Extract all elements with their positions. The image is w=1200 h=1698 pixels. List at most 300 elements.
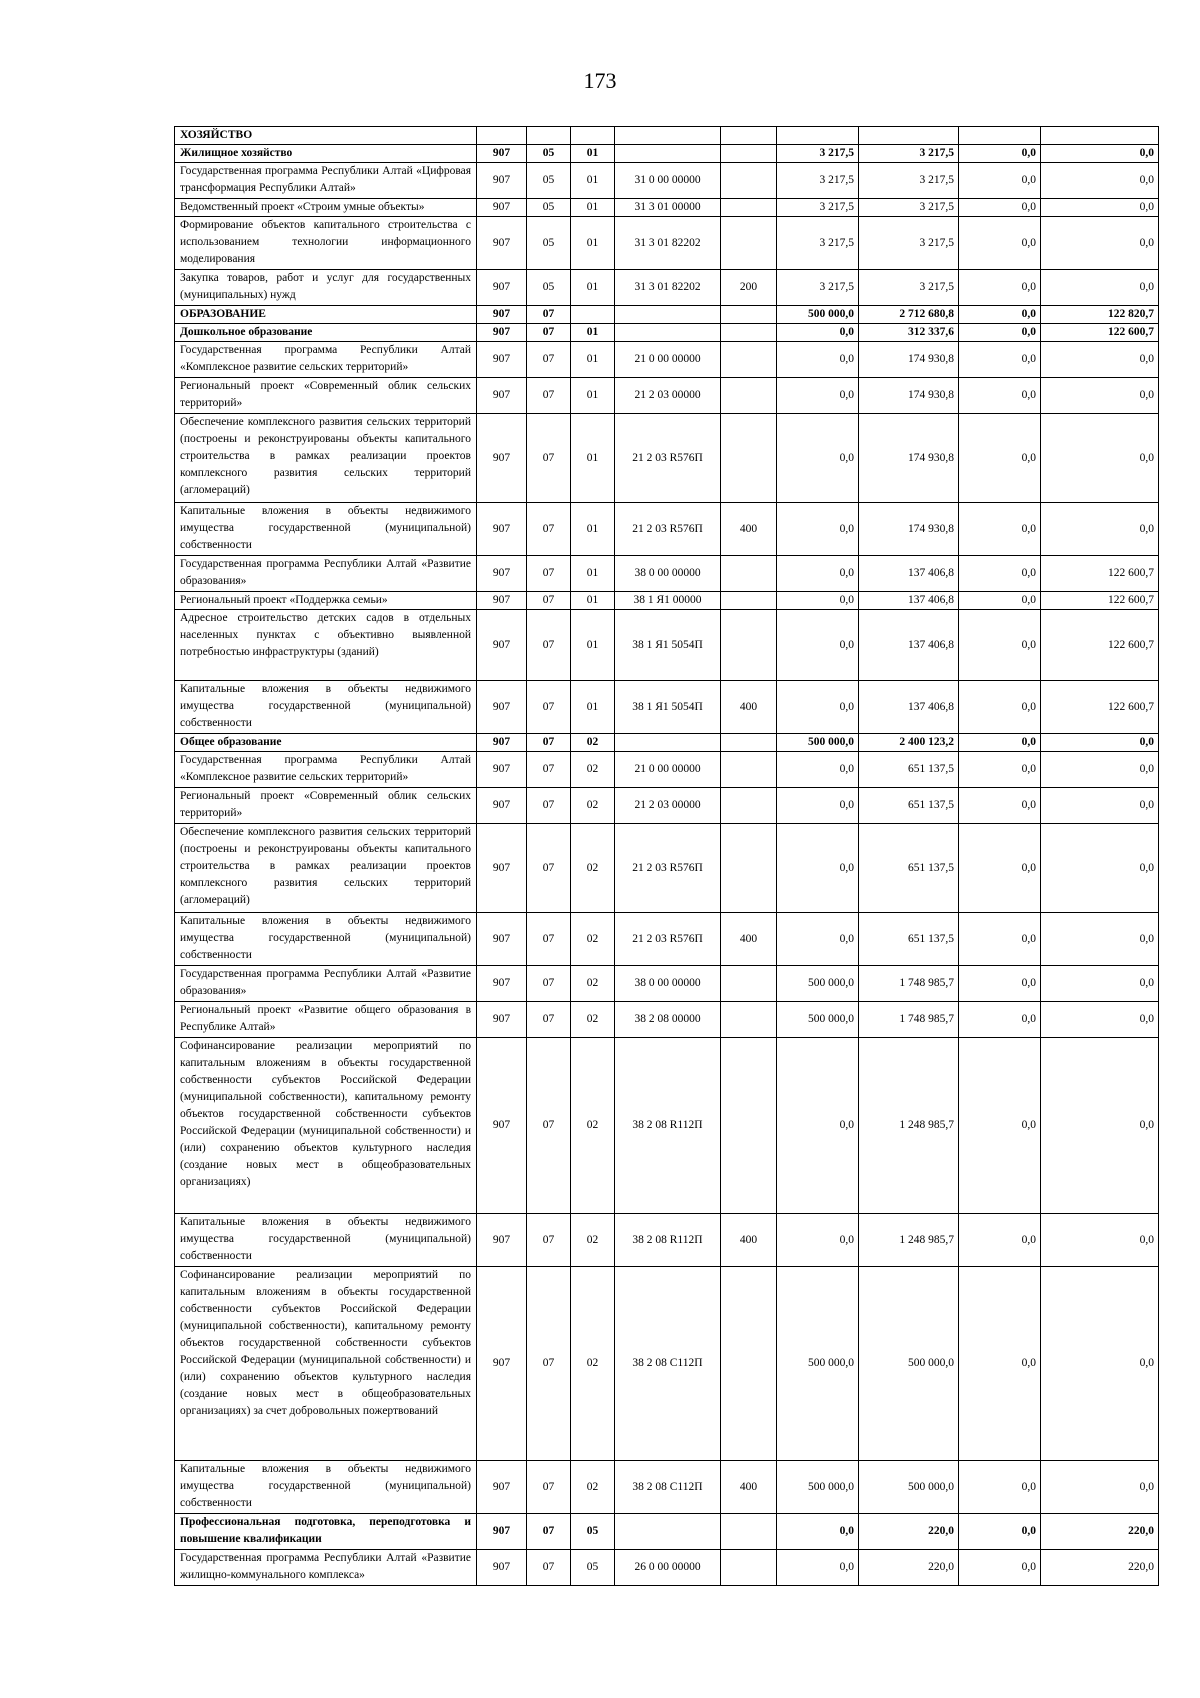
admin-code-cell: 907	[477, 824, 527, 913]
amount-cell-3: 0,0	[959, 342, 1041, 378]
subsection-code-cell: 01	[571, 145, 615, 163]
amount-cell-4: 0,0	[1041, 824, 1159, 913]
row-name-cell: Региональный проект «Развитие общего образования в Республике Алтай»	[175, 1002, 477, 1038]
subsection-code-cell	[571, 127, 615, 145]
amount-cell-3: 0,0	[959, 1002, 1041, 1038]
amount-cell-1: 0,0	[777, 556, 859, 592]
table-row	[175, 752, 1159, 788]
amount-cell-4: 0,0	[1041, 1002, 1159, 1038]
expense-type-cell: 400	[721, 681, 777, 734]
amount-cell-4: 220,0	[1041, 1514, 1159, 1550]
amount-cell-2: 3 217,5	[859, 163, 959, 199]
row-name-cell: Государственная программа Республики Алтай «Комплексное развитие сельских территорий»	[175, 342, 477, 378]
amount-cell-4: 0,0	[1041, 414, 1159, 503]
amount-cell-3: 0,0	[959, 145, 1041, 163]
admin-code-cell: 907	[477, 734, 527, 752]
expense-type-cell	[721, 592, 777, 610]
subsection-code-cell: 01	[571, 610, 615, 681]
table-row	[175, 217, 1159, 270]
target-article-cell: 38 0 00 00000	[615, 966, 721, 1002]
amount-cell-4	[1041, 127, 1159, 145]
target-article-cell: 38 1 Я1 5054П	[615, 681, 721, 734]
target-article-cell: 21 2 03 R576П	[615, 503, 721, 556]
amount-cell-1: 0,0	[777, 788, 859, 824]
amount-cell-3: 0,0	[959, 1514, 1041, 1550]
row-name-cell: Закупка товаров, работ и услуг для государственных (муниципальных) нужд	[175, 270, 477, 306]
admin-code-cell: 907	[477, 163, 527, 199]
subsection-code-cell: 01	[571, 556, 615, 592]
row-name-cell: Капитальные вложения в объекты недвижимого имущества государственной (муниципальной) собственности	[175, 503, 477, 556]
target-article-cell: 21 2 03 00000	[615, 378, 721, 414]
target-article-cell	[615, 306, 721, 324]
table-row	[175, 414, 1159, 503]
expense-type-cell	[721, 1267, 777, 1461]
section-code-cell: 05	[527, 270, 571, 306]
section-code-cell: 07	[527, 734, 571, 752]
row-name-cell: ОБРАЗОВАНИЕ	[175, 306, 477, 324]
subsection-code-cell: 02	[571, 788, 615, 824]
table-row	[175, 592, 1159, 610]
section-code-cell: 07	[527, 1461, 571, 1514]
amount-cell-3: 0,0	[959, 1550, 1041, 1586]
table-row	[175, 966, 1159, 1002]
section-code-cell: 07	[527, 752, 571, 788]
admin-code-cell	[477, 127, 527, 145]
section-code-cell: 07	[527, 342, 571, 378]
amount-cell-1: 0,0	[777, 1514, 859, 1550]
table-row	[175, 127, 1159, 145]
amount-cell-1: 0,0	[777, 681, 859, 734]
subsection-code-cell: 05	[571, 1514, 615, 1550]
amount-cell-1: 0,0	[777, 752, 859, 788]
amount-cell-2: 651 137,5	[859, 788, 959, 824]
amount-cell-1: 0,0	[777, 414, 859, 503]
row-name-cell: Региональный проект «Современный облик сельских территорий»	[175, 378, 477, 414]
row-name-cell: ХОЗЯЙСТВО	[175, 127, 477, 145]
amount-cell-4: 0,0	[1041, 378, 1159, 414]
amount-cell-3: 0,0	[959, 414, 1041, 503]
expense-type-cell	[721, 966, 777, 1002]
subsection-code-cell: 05	[571, 1550, 615, 1586]
table-row	[175, 1550, 1159, 1586]
expense-type-cell	[721, 1038, 777, 1214]
subsection-code-cell: 01	[571, 324, 615, 342]
amount-cell-1: 3 217,5	[777, 217, 859, 270]
target-article-cell: 38 2 08 00000	[615, 1002, 721, 1038]
amount-cell-1: 3 217,5	[777, 199, 859, 217]
table-row	[175, 1461, 1159, 1514]
amount-cell-4: 0,0	[1041, 145, 1159, 163]
table-row	[175, 1514, 1159, 1550]
amount-cell-1: 0,0	[777, 1038, 859, 1214]
row-name-cell: Софинансирование реализации мероприятий по капитальным вложениям в объекты государственной собственности субъектов Российской Федерации (муниципальной собственности), капитальному ремонту объектов государственной собственности субъектов Российской Федерации (муниципальной собственности) и (или) сохранению объектов культурного наследия (создание новых мест в общеобразовательных организациях)	[175, 1038, 477, 1214]
subsection-code-cell: 01	[571, 503, 615, 556]
amount-cell-2: 500 000,0	[859, 1267, 959, 1461]
amount-cell-4: 0,0	[1041, 752, 1159, 788]
section-code-cell: 07	[527, 414, 571, 503]
target-article-cell: 31 3 01 82202	[615, 270, 721, 306]
admin-code-cell: 907	[477, 752, 527, 788]
amount-cell-3: 0,0	[959, 1214, 1041, 1267]
amount-cell-2: 312 337,6	[859, 324, 959, 342]
amount-cell-4: 122 600,7	[1041, 592, 1159, 610]
row-name-cell: Государственная программа Республики Алтай «Развитие образования»	[175, 966, 477, 1002]
expense-type-cell	[721, 752, 777, 788]
amount-cell-2: 220,0	[859, 1550, 959, 1586]
table-row	[175, 1038, 1159, 1214]
amount-cell-3: 0,0	[959, 270, 1041, 306]
section-code-cell: 05	[527, 145, 571, 163]
subsection-code-cell: 02	[571, 1461, 615, 1514]
admin-code-cell: 907	[477, 217, 527, 270]
expense-type-cell	[721, 306, 777, 324]
section-code-cell: 07	[527, 556, 571, 592]
expense-type-cell	[721, 1002, 777, 1038]
table-row	[175, 681, 1159, 734]
table-row	[175, 324, 1159, 342]
amount-cell-4: 122 600,7	[1041, 556, 1159, 592]
amount-cell-2	[859, 127, 959, 145]
amount-cell-4: 0,0	[1041, 966, 1159, 1002]
subsection-code-cell: 02	[571, 824, 615, 913]
amount-cell-4: 0,0	[1041, 163, 1159, 199]
amount-cell-3: 0,0	[959, 378, 1041, 414]
target-article-cell	[615, 1514, 721, 1550]
amount-cell-4: 0,0	[1041, 1461, 1159, 1514]
expense-type-cell	[721, 610, 777, 681]
subsection-code-cell: 01	[571, 342, 615, 378]
subsection-code-cell: 02	[571, 966, 615, 1002]
amount-cell-2: 174 930,8	[859, 414, 959, 503]
target-article-cell: 38 0 00 00000	[615, 556, 721, 592]
admin-code-cell: 907	[477, 610, 527, 681]
table-row	[175, 610, 1159, 681]
expense-type-cell	[721, 127, 777, 145]
subsection-code-cell: 02	[571, 1038, 615, 1214]
subsection-code-cell	[571, 306, 615, 324]
admin-code-cell: 907	[477, 913, 527, 966]
admin-code-cell: 907	[477, 1550, 527, 1586]
admin-code-cell: 907	[477, 788, 527, 824]
target-article-cell: 38 1 Я1 00000	[615, 592, 721, 610]
subsection-code-cell: 01	[571, 163, 615, 199]
amount-cell-1: 500 000,0	[777, 1461, 859, 1514]
row-name-cell: Формирование объектов капитального строительства с использованием технологии информационного моделирования	[175, 217, 477, 270]
subsection-code-cell: 02	[571, 734, 615, 752]
expense-type-cell	[721, 788, 777, 824]
amount-cell-3: 0,0	[959, 217, 1041, 270]
subsection-code-cell: 01	[571, 681, 615, 734]
table-row	[175, 1214, 1159, 1267]
expense-type-cell	[721, 556, 777, 592]
target-article-cell: 38 2 08 C112П	[615, 1267, 721, 1461]
amount-cell-2: 3 217,5	[859, 217, 959, 270]
admin-code-cell: 907	[477, 1214, 527, 1267]
row-name-cell: Обеспечение комплексного развития сельских территорий (построены и реконструированы объекты капитального строительства в рамках реализации проектов комплексного развития сельских территорий (агломераций)	[175, 824, 477, 913]
amount-cell-1: 0,0	[777, 592, 859, 610]
amount-cell-2: 2 712 680,8	[859, 306, 959, 324]
row-name-cell: Капитальные вложения в объекты недвижимого имущества государственной (муниципальной) собственности	[175, 1214, 477, 1267]
admin-code-cell: 907	[477, 1267, 527, 1461]
subsection-code-cell: 02	[571, 1267, 615, 1461]
expense-type-cell: 400	[721, 913, 777, 966]
amount-cell-4: 122 600,7	[1041, 610, 1159, 681]
expense-type-cell: 400	[721, 503, 777, 556]
target-article-cell: 38 2 08 R112П	[615, 1214, 721, 1267]
table-row	[175, 824, 1159, 913]
target-article-cell	[615, 324, 721, 342]
admin-code-cell: 907	[477, 145, 527, 163]
section-code-cell: 05	[527, 163, 571, 199]
amount-cell-4: 0,0	[1041, 270, 1159, 306]
target-article-cell: 21 2 03 R576П	[615, 414, 721, 503]
target-article-cell: 26 0 00 00000	[615, 1550, 721, 1586]
amount-cell-3: 0,0	[959, 592, 1041, 610]
subsection-code-cell: 02	[571, 1002, 615, 1038]
target-article-cell: 21 2 03 00000	[615, 788, 721, 824]
table-row	[175, 342, 1159, 378]
amount-cell-1: 500 000,0	[777, 966, 859, 1002]
row-name-cell: Государственная программа Республики Алтай «Комплексное развитие сельских территорий»	[175, 752, 477, 788]
amount-cell-3: 0,0	[959, 966, 1041, 1002]
section-code-cell: 07	[527, 378, 571, 414]
section-code-cell: 07	[527, 503, 571, 556]
expense-type-cell: 400	[721, 1461, 777, 1514]
amount-cell-3: 0,0	[959, 1267, 1041, 1461]
admin-code-cell: 907	[477, 503, 527, 556]
section-code-cell: 07	[527, 913, 571, 966]
target-article-cell: 31 0 00 00000	[615, 163, 721, 199]
amount-cell-4: 0,0	[1041, 503, 1159, 556]
amount-cell-2: 3 217,5	[859, 145, 959, 163]
table-row	[175, 734, 1159, 752]
amount-cell-3: 0,0	[959, 163, 1041, 199]
amount-cell-2: 1 748 985,7	[859, 966, 959, 1002]
subsection-code-cell: 01	[571, 199, 615, 217]
section-code-cell	[527, 127, 571, 145]
admin-code-cell: 907	[477, 556, 527, 592]
amount-cell-1: 0,0	[777, 342, 859, 378]
amount-cell-1: 3 217,5	[777, 270, 859, 306]
expense-type-cell	[721, 342, 777, 378]
amount-cell-2: 137 406,8	[859, 610, 959, 681]
amount-cell-3: 0,0	[959, 199, 1041, 217]
amount-cell-1: 3 217,5	[777, 163, 859, 199]
amount-cell-3: 0,0	[959, 610, 1041, 681]
row-name-cell: Капитальные вложения в объекты недвижимого имущества государственной (муниципальной) собственности	[175, 681, 477, 734]
amount-cell-3: 0,0	[959, 681, 1041, 734]
amount-cell-3: 0,0	[959, 556, 1041, 592]
section-code-cell: 05	[527, 217, 571, 270]
expense-type-cell: 200	[721, 270, 777, 306]
section-code-cell: 07	[527, 966, 571, 1002]
row-name-cell: Жилищное хозяйство	[175, 145, 477, 163]
row-name-cell: Ведомственный проект «Строим умные объекты»	[175, 199, 477, 217]
amount-cell-1: 500 000,0	[777, 1002, 859, 1038]
amount-cell-4: 122 820,7	[1041, 306, 1159, 324]
expense-type-cell	[721, 414, 777, 503]
expense-type-cell	[721, 824, 777, 913]
row-name-cell: Общее образование	[175, 734, 477, 752]
admin-code-cell: 907	[477, 270, 527, 306]
section-code-cell: 07	[527, 1214, 571, 1267]
row-name-cell: Дошкольное образование	[175, 324, 477, 342]
section-code-cell: 07	[527, 324, 571, 342]
admin-code-cell: 907	[477, 1002, 527, 1038]
table-row	[175, 270, 1159, 306]
admin-code-cell: 907	[477, 1514, 527, 1550]
amount-cell-2: 1 748 985,7	[859, 1002, 959, 1038]
table-row	[175, 199, 1159, 217]
amount-cell-3: 0,0	[959, 306, 1041, 324]
amount-cell-1: 0,0	[777, 610, 859, 681]
amount-cell-2: 1 248 985,7	[859, 1214, 959, 1267]
subsection-code-cell: 02	[571, 913, 615, 966]
section-code-cell: 07	[527, 788, 571, 824]
amount-cell-2: 500 000,0	[859, 1461, 959, 1514]
amount-cell-4: 0,0	[1041, 342, 1159, 378]
target-article-cell	[615, 127, 721, 145]
table-row	[175, 788, 1159, 824]
subsection-code-cell: 01	[571, 270, 615, 306]
amount-cell-4: 0,0	[1041, 1038, 1159, 1214]
admin-code-cell: 907	[477, 966, 527, 1002]
amount-cell-2: 3 217,5	[859, 270, 959, 306]
amount-cell-4: 0,0	[1041, 1214, 1159, 1267]
subsection-code-cell: 01	[571, 414, 615, 503]
admin-code-cell: 907	[477, 378, 527, 414]
section-code-cell: 07	[527, 1002, 571, 1038]
subsection-code-cell: 01	[571, 592, 615, 610]
target-article-cell: 38 1 Я1 5054П	[615, 610, 721, 681]
table-row	[175, 145, 1159, 163]
expense-type-cell	[721, 1550, 777, 1586]
amount-cell-2: 137 406,8	[859, 681, 959, 734]
target-article-cell: 21 2 03 R576П	[615, 913, 721, 966]
target-article-cell: 21 2 03 R576П	[615, 824, 721, 913]
amount-cell-3: 0,0	[959, 1461, 1041, 1514]
expense-type-cell	[721, 199, 777, 217]
admin-code-cell: 907	[477, 324, 527, 342]
amount-cell-1: 500 000,0	[777, 306, 859, 324]
amount-cell-1: 0,0	[777, 913, 859, 966]
row-name-cell: Софинансирование реализации мероприятий по капитальным вложениям в объекты государственной собственности субъектов Российской Федерации (муниципальной собственности), капитальному ремонту объектов государственной собственности субъектов Российской Федерации (муниципальной собственности) и (или) сохранению объектов культурного наследия (создание новых мест в общеобразовательных организациях) за счет добровольных пожертвований	[175, 1267, 477, 1461]
amount-cell-1: 500 000,0	[777, 1267, 859, 1461]
section-code-cell: 07	[527, 592, 571, 610]
amount-cell-2: 651 137,5	[859, 752, 959, 788]
target-article-cell: 31 3 01 82202	[615, 217, 721, 270]
amount-cell-3: 0,0	[959, 788, 1041, 824]
amount-cell-3: 0,0	[959, 324, 1041, 342]
admin-code-cell: 907	[477, 306, 527, 324]
admin-code-cell: 907	[477, 199, 527, 217]
amount-cell-3: 0,0	[959, 1038, 1041, 1214]
expense-type-cell	[721, 145, 777, 163]
expense-type-cell	[721, 1514, 777, 1550]
subsection-code-cell: 02	[571, 752, 615, 788]
section-code-cell: 07	[527, 1267, 571, 1461]
table-row	[175, 306, 1159, 324]
target-article-cell: 38 2 08 R112П	[615, 1038, 721, 1214]
admin-code-cell: 907	[477, 681, 527, 734]
amount-cell-2: 174 930,8	[859, 503, 959, 556]
row-name-cell: Обеспечение комплексного развития сельских территорий (построены и реконструированы объекты капитального строительства в рамках реализации проектов комплексного развития сельских территорий (агломераций)	[175, 414, 477, 503]
section-code-cell: 07	[527, 610, 571, 681]
amount-cell-1: 3 217,5	[777, 145, 859, 163]
amount-cell-1: 0,0	[777, 824, 859, 913]
amount-cell-4: 0,0	[1041, 788, 1159, 824]
table-row	[175, 163, 1159, 199]
amount-cell-2: 220,0	[859, 1514, 959, 1550]
section-code-cell: 07	[527, 1550, 571, 1586]
amount-cell-4: 220,0	[1041, 1550, 1159, 1586]
section-code-cell: 07	[527, 1514, 571, 1550]
amount-cell-4: 0,0	[1041, 199, 1159, 217]
expense-type-cell	[721, 734, 777, 752]
expense-type-cell: 400	[721, 1214, 777, 1267]
row-name-cell: Капитальные вложения в объекты недвижимого имущества государственной (муниципальной) собственности	[175, 1461, 477, 1514]
row-name-cell: Государственная программа Республики Алтай «Цифровая трансформация Республики Алтай»	[175, 163, 477, 199]
budget-table-body	[175, 127, 1159, 1586]
amount-cell-3: 0,0	[959, 734, 1041, 752]
amount-cell-3: 0,0	[959, 503, 1041, 556]
amount-cell-4: 0,0	[1041, 734, 1159, 752]
table-row	[175, 556, 1159, 592]
amount-cell-3: 0,0	[959, 752, 1041, 788]
table-row	[175, 1267, 1159, 1461]
amount-cell-1: 0,0	[777, 503, 859, 556]
section-code-cell: 05	[527, 199, 571, 217]
target-article-cell: 21 0 00 00000	[615, 342, 721, 378]
amount-cell-3	[959, 127, 1041, 145]
amount-cell-3: 0,0	[959, 824, 1041, 913]
amount-cell-4: 122 600,7	[1041, 324, 1159, 342]
table-row	[175, 503, 1159, 556]
amount-cell-2: 3 217,5	[859, 199, 959, 217]
amount-cell-2: 174 930,8	[859, 378, 959, 414]
amount-cell-2: 2 400 123,2	[859, 734, 959, 752]
expense-type-cell	[721, 324, 777, 342]
target-article-cell	[615, 145, 721, 163]
subsection-code-cell: 02	[571, 1214, 615, 1267]
admin-code-cell: 907	[477, 1038, 527, 1214]
row-name-cell: Государственная программа Республики Алтай «Развитие жилищно-коммунального комплекса»	[175, 1550, 477, 1586]
admin-code-cell: 907	[477, 592, 527, 610]
page-number: 173	[583, 68, 617, 93]
row-name-cell: Региональный проект «Современный облик сельских территорий»	[175, 788, 477, 824]
target-article-cell	[615, 734, 721, 752]
amount-cell-1: 0,0	[777, 324, 859, 342]
row-name-cell: Профессиональная подготовка, переподготовка и повышение квалификации	[175, 1514, 477, 1550]
amount-cell-2: 651 137,5	[859, 913, 959, 966]
amount-cell-2: 137 406,8	[859, 556, 959, 592]
table-row	[175, 378, 1159, 414]
section-code-cell: 07	[527, 824, 571, 913]
subsection-code-cell: 01	[571, 217, 615, 270]
section-code-cell: 07	[527, 1038, 571, 1214]
section-code-cell: 07	[527, 681, 571, 734]
row-name-cell: Капитальные вложения в объекты недвижимого имущества государственной (муниципальной) собственности	[175, 913, 477, 966]
amount-cell-3: 0,0	[959, 913, 1041, 966]
amount-cell-1: 0,0	[777, 378, 859, 414]
amount-cell-2: 137 406,8	[859, 592, 959, 610]
admin-code-cell: 907	[477, 1461, 527, 1514]
admin-code-cell: 907	[477, 342, 527, 378]
amount-cell-2: 174 930,8	[859, 342, 959, 378]
target-article-cell: 31 3 01 00000	[615, 199, 721, 217]
amount-cell-4: 0,0	[1041, 217, 1159, 270]
amount-cell-1	[777, 127, 859, 145]
